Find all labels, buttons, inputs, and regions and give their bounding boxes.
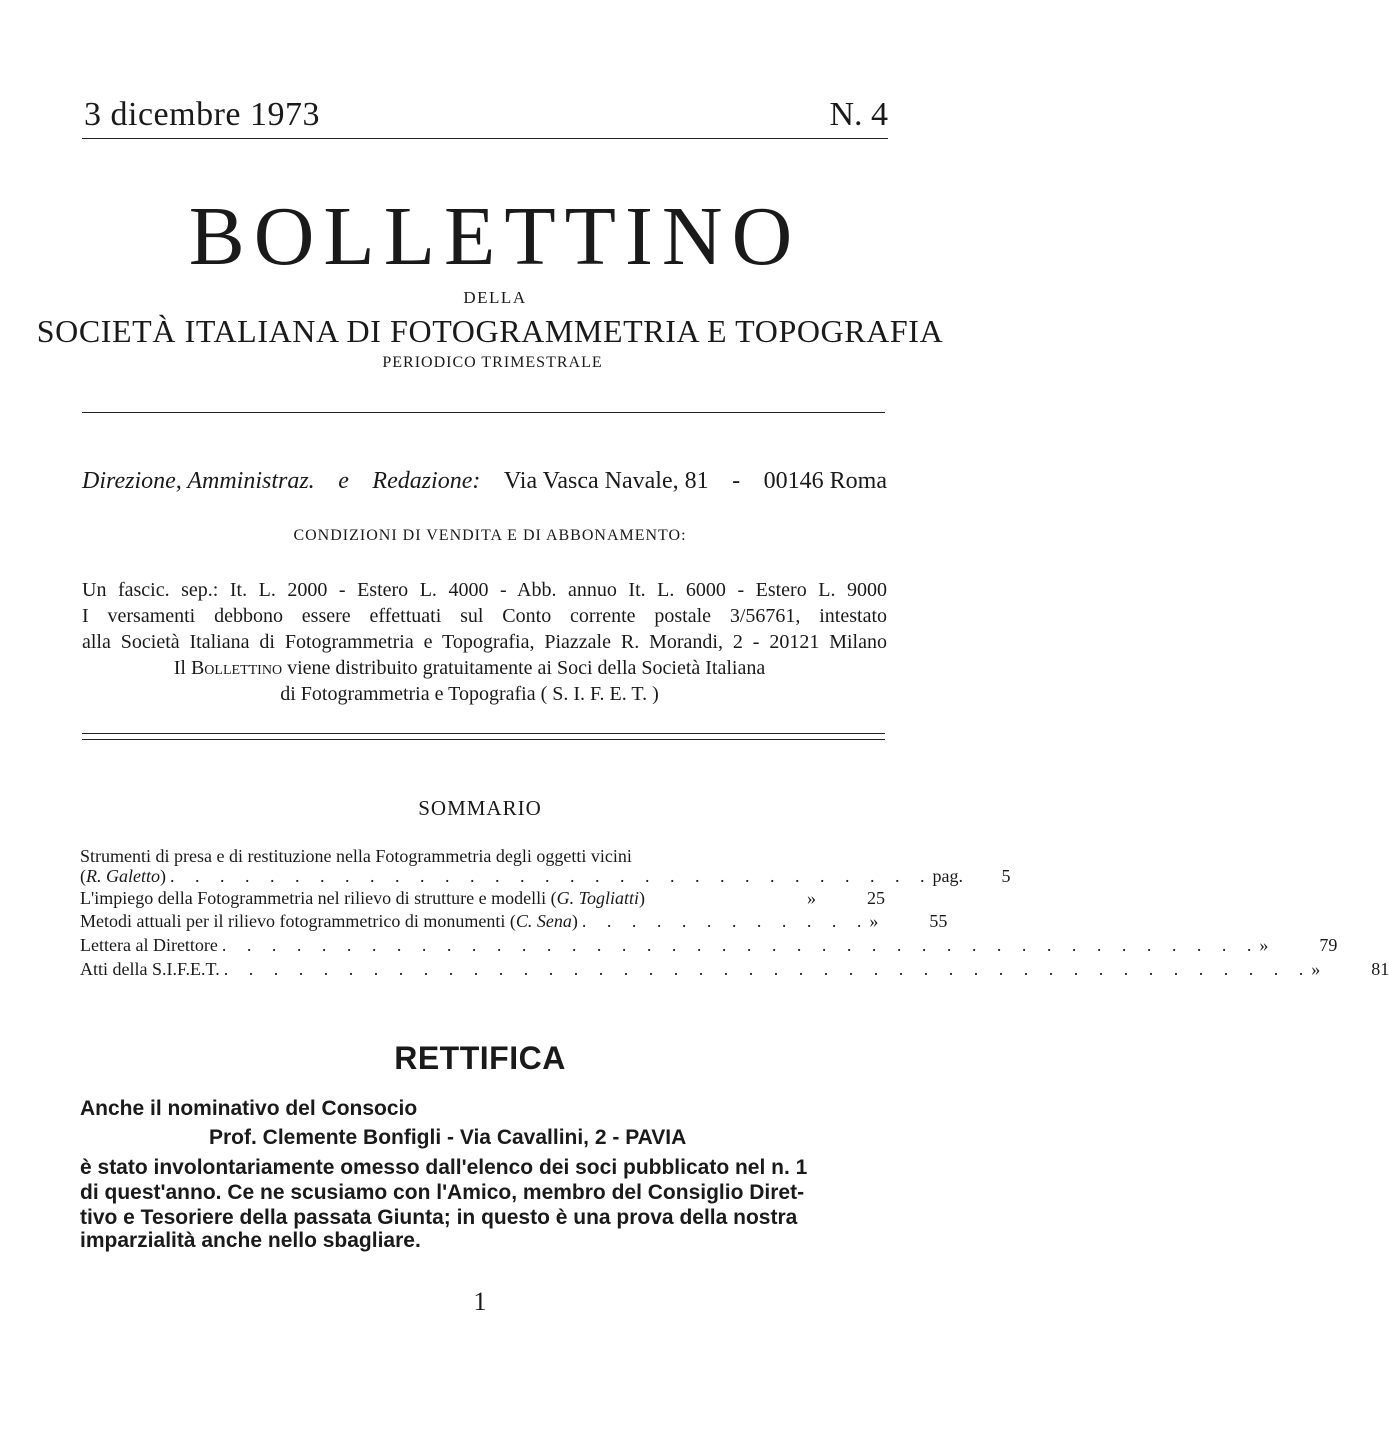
toc-page: » 81 — [1311, 959, 1389, 979]
society-name: SOCIETÀ ITALIANA DI FOTOGRAMMETRIA E TOPOGRAFIA — [36, 313, 944, 349]
toc-page: pag. 5 — [932, 866, 1011, 886]
payment-line-2: alla Società Italiana di Fotogrammetria e Topografia, Piazzale R. Morandi, 2 - 20121 Milano — [82, 631, 887, 653]
toc-leader: . . . . . . . . . . . . . . . . . . . . . . . . . . . . . . . — [170, 866, 933, 886]
toc-page: » 55 — [869, 911, 948, 931]
toc-title: Metodi attuali per il rilievo fotogrammetrico di monumenti (C. Sena) — [80, 911, 578, 931]
header-rule — [82, 138, 888, 139]
address-conj: e — [338, 468, 349, 494]
summary-heading: SOMMARIO — [418, 796, 542, 820]
address-city: 00146 Roma — [763, 468, 887, 494]
toc-leader: . . . . . . . . . . . . . . . . . . . . . . . . . . . . . . . . . . . . . . . . . . — [221, 935, 1260, 955]
payment-line-1: I versamenti debbono essere effettuati sul Conto corrente postale 3/56761, intestato — [82, 605, 887, 627]
address-label-2: Redazione: — [372, 468, 481, 494]
toc-leader: . . . . . . . . . . . . . . . . . . . . . . . . . . . . . . . . . . . . . . . . . . . . — [223, 959, 1312, 979]
toc-title: L'impiego della Fotogrammetria nel rilievo di strutture e modelli (G. Togliatti) — [80, 888, 645, 908]
distribution-prefix: Il — [173, 657, 186, 679]
toc-entry — [80, 911, 948, 932]
distribution-brand: Bollettino — [190, 657, 283, 679]
address-line — [82, 468, 887, 495]
toc-title: Strumenti di presa e di restituzione nella Fotogrammetria degli oggetti vicini — [80, 846, 632, 866]
correction-line-6: imparzialità anche nello sbagliare. — [80, 1229, 421, 1252]
issue-date: 3 dicembre 1973 — [84, 96, 320, 133]
double-divider-top — [82, 733, 885, 734]
toc-title: Atti della S.I.F.E.T. — [80, 959, 220, 979]
distribution-line-1 — [82, 657, 857, 680]
toc-entry — [80, 888, 885, 909]
double-divider-bottom — [82, 739, 885, 740]
address-label-1: Direzione, Amministraz. — [82, 468, 315, 494]
issue-number: N. 4 — [829, 96, 888, 133]
toc-leader — [645, 888, 807, 909]
address-dash: - — [732, 468, 741, 494]
distribution-rest: viene distribuito gratuitamente ai Soci della Società Italiana — [287, 657, 766, 679]
correction-heading: RETTIFICA — [394, 1040, 566, 1076]
address-street: Via Vasca Navale, 81 — [503, 468, 709, 494]
correction-line-4: di quest'anno. Ce ne scusiamo con l'Amico, membro del Consiglio Diret- — [80, 1181, 805, 1204]
toc-leader: . . . . . . . . . . . . — [581, 911, 870, 931]
distribution-line-2: di Fotogrammetria e Topografia ( S. I. F. E. T. ) — [280, 683, 659, 705]
toc-entry — [80, 935, 1338, 956]
masthead-della: DELLA — [463, 288, 527, 307]
toc-entry — [80, 959, 1389, 980]
periodicity: PERIODICO TRIMESTRALE — [382, 354, 603, 371]
toc-title: Lettera al Direttore — [80, 935, 218, 955]
toc-entry — [80, 866, 1011, 887]
toc-title: (R. Galetto) — [80, 866, 166, 886]
prices-line: Un fascic. sep.: It. L. 2000 - Estero L. 4000 - Abb. annuo It. L. 6000 - Estero L. 9000 — [82, 579, 887, 601]
correction-line-1: Anche il nominativo del Consocio — [80, 1097, 418, 1120]
toc-entry-1-line-1 — [80, 846, 885, 867]
page-title: BOLLETTINO — [188, 190, 802, 283]
conditions-heading: CONDIZIONI DI VENDITA E DI ABBONAMENTO: — [293, 527, 687, 544]
correction-name: Prof. Clemente Bonfigli - Via Cavallini, 2 - PAVIA — [209, 1126, 687, 1149]
correction-line-3: è stato involontariamente omesso dall'elenco dei soci pubblicato nel n. 1 — [80, 1156, 808, 1179]
page-number: 1 — [473, 1287, 487, 1316]
divider — [82, 412, 885, 413]
toc-page: » 79 — [1259, 935, 1338, 955]
correction-line-5: tivo e Tesoriere della passata Giunta; in questo è una prova della nostra — [80, 1206, 798, 1229]
toc-page: » 25 — [807, 888, 885, 908]
